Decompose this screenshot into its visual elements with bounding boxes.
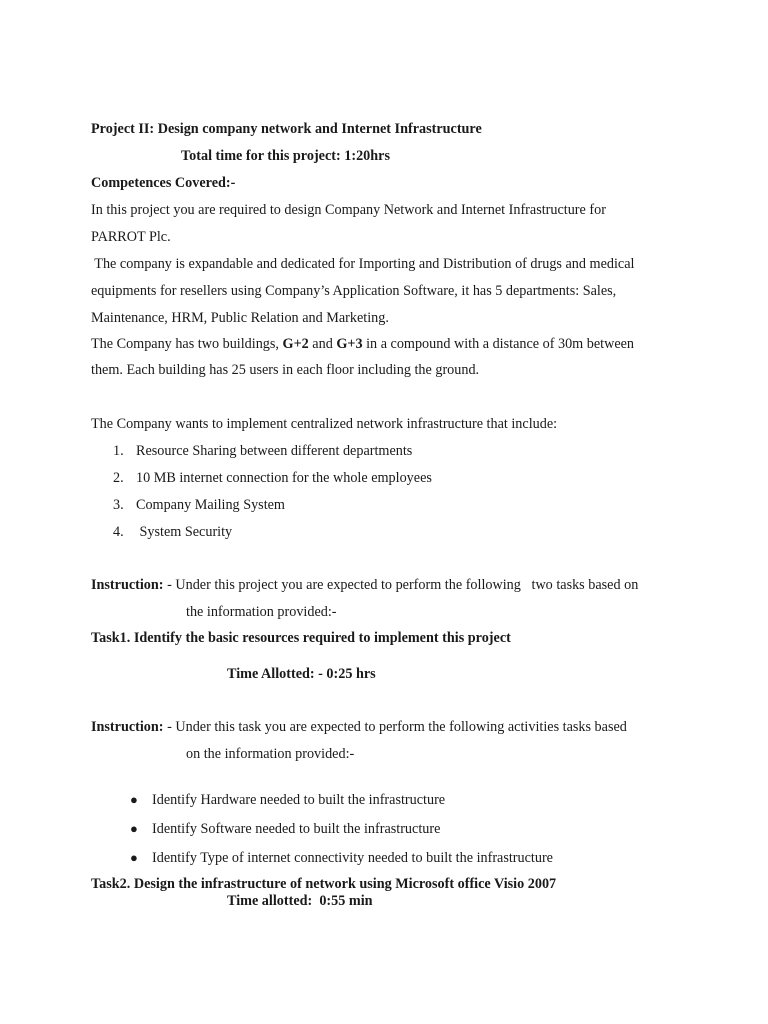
requirements-lead: The Company wants to implement centralized network infrastructure that include: (91, 416, 558, 432)
instruction-text: - Under this task you are expected to perform the following activities tasks based (163, 719, 627, 735)
task1-time: Time Allotted: - 0:25 hrs (227, 666, 376, 682)
intro-text: and (308, 336, 337, 352)
intro-line: them. Each building has 25 users in each floor including the ground. (91, 362, 480, 378)
activity-item: Identify Hardware needed to built the infrastructure (152, 792, 446, 808)
bullet-icon: ● (130, 821, 138, 836)
list-number: 4. (113, 524, 124, 540)
intro-line: In this project you are required to design Company Network and Internet Infrastructure for (91, 202, 606, 218)
intro-line: equipments for resellers using Company’s Application Software, it has 5 departments: Sales, (91, 283, 617, 299)
task1-title: Task1. Identify the basic resources required to implement this project (91, 630, 511, 646)
competences-heading: Competences Covered:- (91, 175, 236, 191)
list-number: 2. (113, 470, 124, 486)
list-item: 10 MB internet connection for the whole employees (136, 470, 432, 486)
intro-line: The company is expandable and dedicated for Importing and Distribution of drugs and medical (91, 256, 635, 272)
project-total-time: Total time for this project: 1:20hrs (181, 148, 390, 164)
instruction-label: Instruction: (91, 577, 164, 593)
instruction-continuation: on the information provided:- (186, 746, 355, 762)
list-number: 1. (113, 443, 124, 459)
intro-line: Maintenance, HRM, Public Relation and Marketing. (91, 310, 389, 326)
instruction-label: Instruction: (91, 719, 164, 735)
instruction-text: - Under this project you are expected to perform the following two tasks based on (163, 577, 639, 593)
task2-title: Task2. Design the infrastructure of network using Microsoft office Visio 2007 (91, 876, 557, 892)
instruction-line (91, 718, 627, 736)
list-number: 3. (113, 497, 124, 513)
task2-time: Time allotted: 0:55 min (227, 893, 373, 909)
intro-text: The Company has two buildings, (91, 336, 283, 352)
activity-item: Identify Type of internet connectivity needed to built the infrastructure (152, 850, 553, 866)
list-item: Resource Sharing between different departments (136, 443, 413, 459)
building-g2: G+2 (282, 336, 309, 352)
activity-item: Identify Software needed to built the infrastructure (152, 821, 441, 837)
building-g3: G+3 (336, 336, 363, 352)
instruction-continuation: the information provided:- (186, 604, 337, 620)
list-item: Company Mailing System (136, 497, 285, 513)
bullet-icon: ● (130, 792, 138, 807)
list-item: System Security (136, 524, 233, 540)
bullet-icon: ● (130, 850, 138, 865)
project-title: Project II: Design company network and Internet Infrastructure (91, 121, 482, 137)
instruction-line (91, 576, 638, 594)
intro-line: PARROT Plc. (91, 229, 171, 245)
intro-buildings-line (91, 335, 634, 353)
intro-text: in a compound with a distance of 30m between (362, 336, 635, 352)
